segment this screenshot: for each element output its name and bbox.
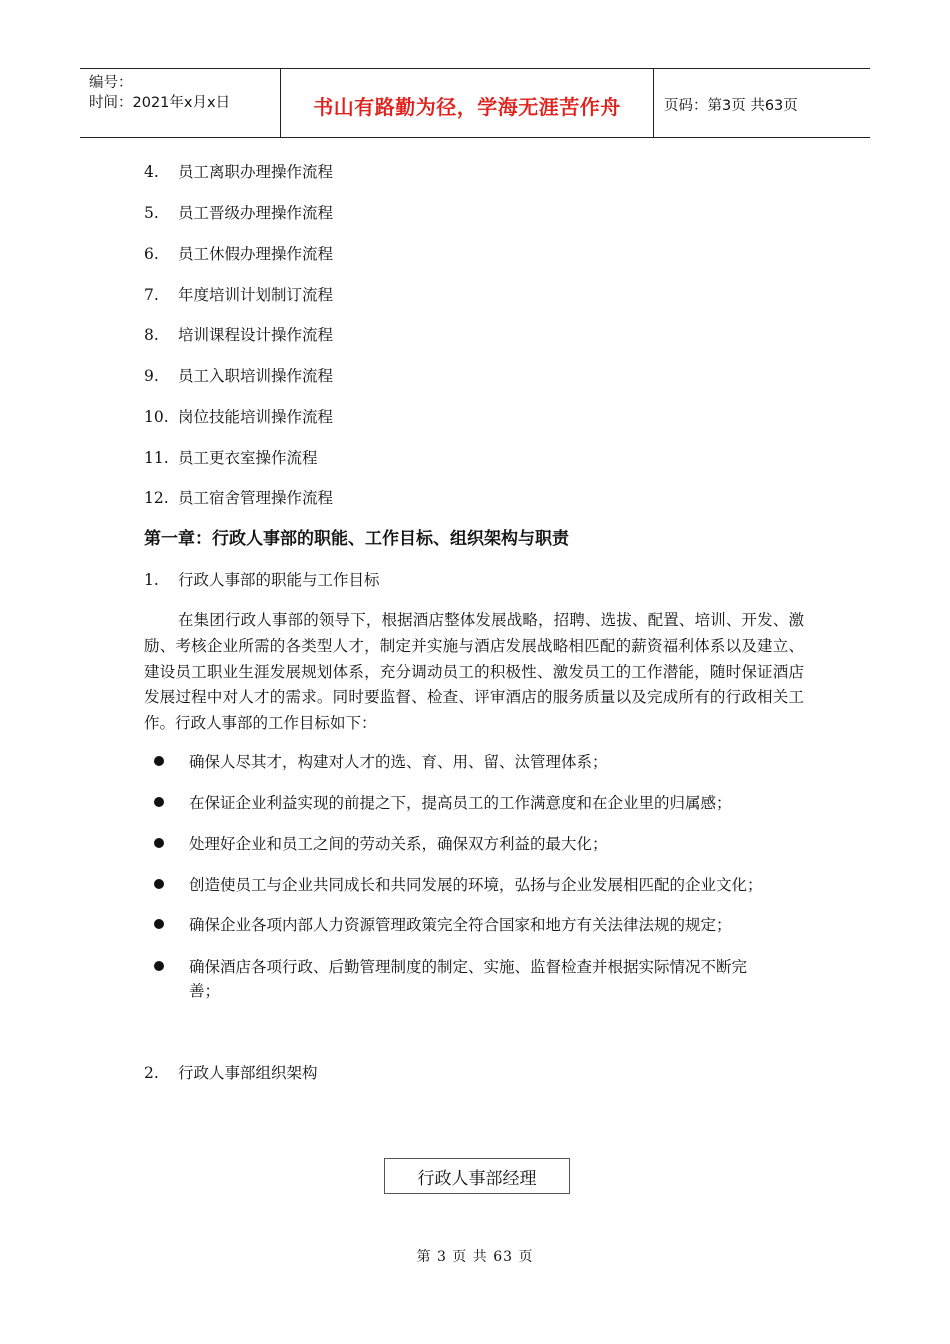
bullet-icon [154,919,164,929]
bullet-item: 处理好企业和员工之间的劳动关系，确保双方利益的最大化； [154,832,804,856]
header-page-info: 页码：第3页 共63页 [664,97,798,114]
org-chart-box: 行政人事部经理 [384,1158,570,1194]
list-item: 5. 员工晋级办理操作流程 [144,204,334,222]
header-motto: 书山有路勤为径，学海无涯苦作舟 [281,69,654,137]
chapter-title: 第一章：行政人事部的职能、工作目标、组织架构与职责 [144,529,569,549]
body-paragraph: 在集团行政人事部的领导下，根据酒店整体发展战略，招聘、选拔、配置、培训、开发、激励、考核企业所需的各类型人才，制定并实施与酒店发展战略相匹配的薪资福利体系以及建立、建设员工职业生涯发展规划体系，充分调动员工的积极性、激发员工的工作潜能，随时保证酒店发展过程中对人才的需求。同时要监督、检查、评审酒店的服务质量以及完成所有的行政相关工作。行政人事部的工作目标如下： [144,611,804,733]
list-item: 9. 员工入职培训操作流程 [144,367,334,385]
list-item: 8. 培训课程设计操作流程 [144,326,334,344]
bullet-item: 确保人尽其才，构建对人才的选、育、用、留、汰管理体系； [154,750,804,774]
list-item: 10. 岗位技能培训操作流程 [144,408,334,426]
list-item: 11. 员工更衣室操作流程 [144,449,318,467]
list-item: 7. 年度培训计划制订流程 [144,286,334,304]
bullet-icon [154,838,164,848]
bullet-icon [154,961,164,971]
bullet-item: 在保证企业利益实现的前提之下，提高员工的工作满意度和在企业里的归属感； [154,791,804,815]
code-label: 编号： [89,75,133,91]
bullet-icon [154,756,164,766]
time-label: 时间：2021年x月x日 [89,95,231,111]
section-heading: 1. 行政人事部的职能与工作目标 [144,571,380,589]
bullet-icon [154,879,164,889]
section-heading: 2. 行政人事部组织架构 [144,1064,318,1082]
bullet-item: 确保企业各项内部人力资源管理政策完全符合国家和地方有关法律法规的规定； [154,913,804,937]
list-item: 6. 员工休假办理操作流程 [144,245,334,263]
header-meta [80,69,281,137]
page-footer: 第 3 页 共 63 页 [416,1249,534,1265]
bullet-item: 确保酒店各项行政、后勤管理制度的制定、实施、监督检查并根据实际情况不断完善； [154,955,774,1003]
bullet-item: 创造使员工与企业共同成长和共同发展的环境，弘扬与企业发展相匹配的企业文化； [154,873,804,897]
bullet-icon [154,797,164,807]
page-header [80,68,870,138]
list-item: 4. 员工离职办理操作流程 [144,163,334,181]
list-item: 12. 员工宿舍管理操作流程 [144,489,334,507]
